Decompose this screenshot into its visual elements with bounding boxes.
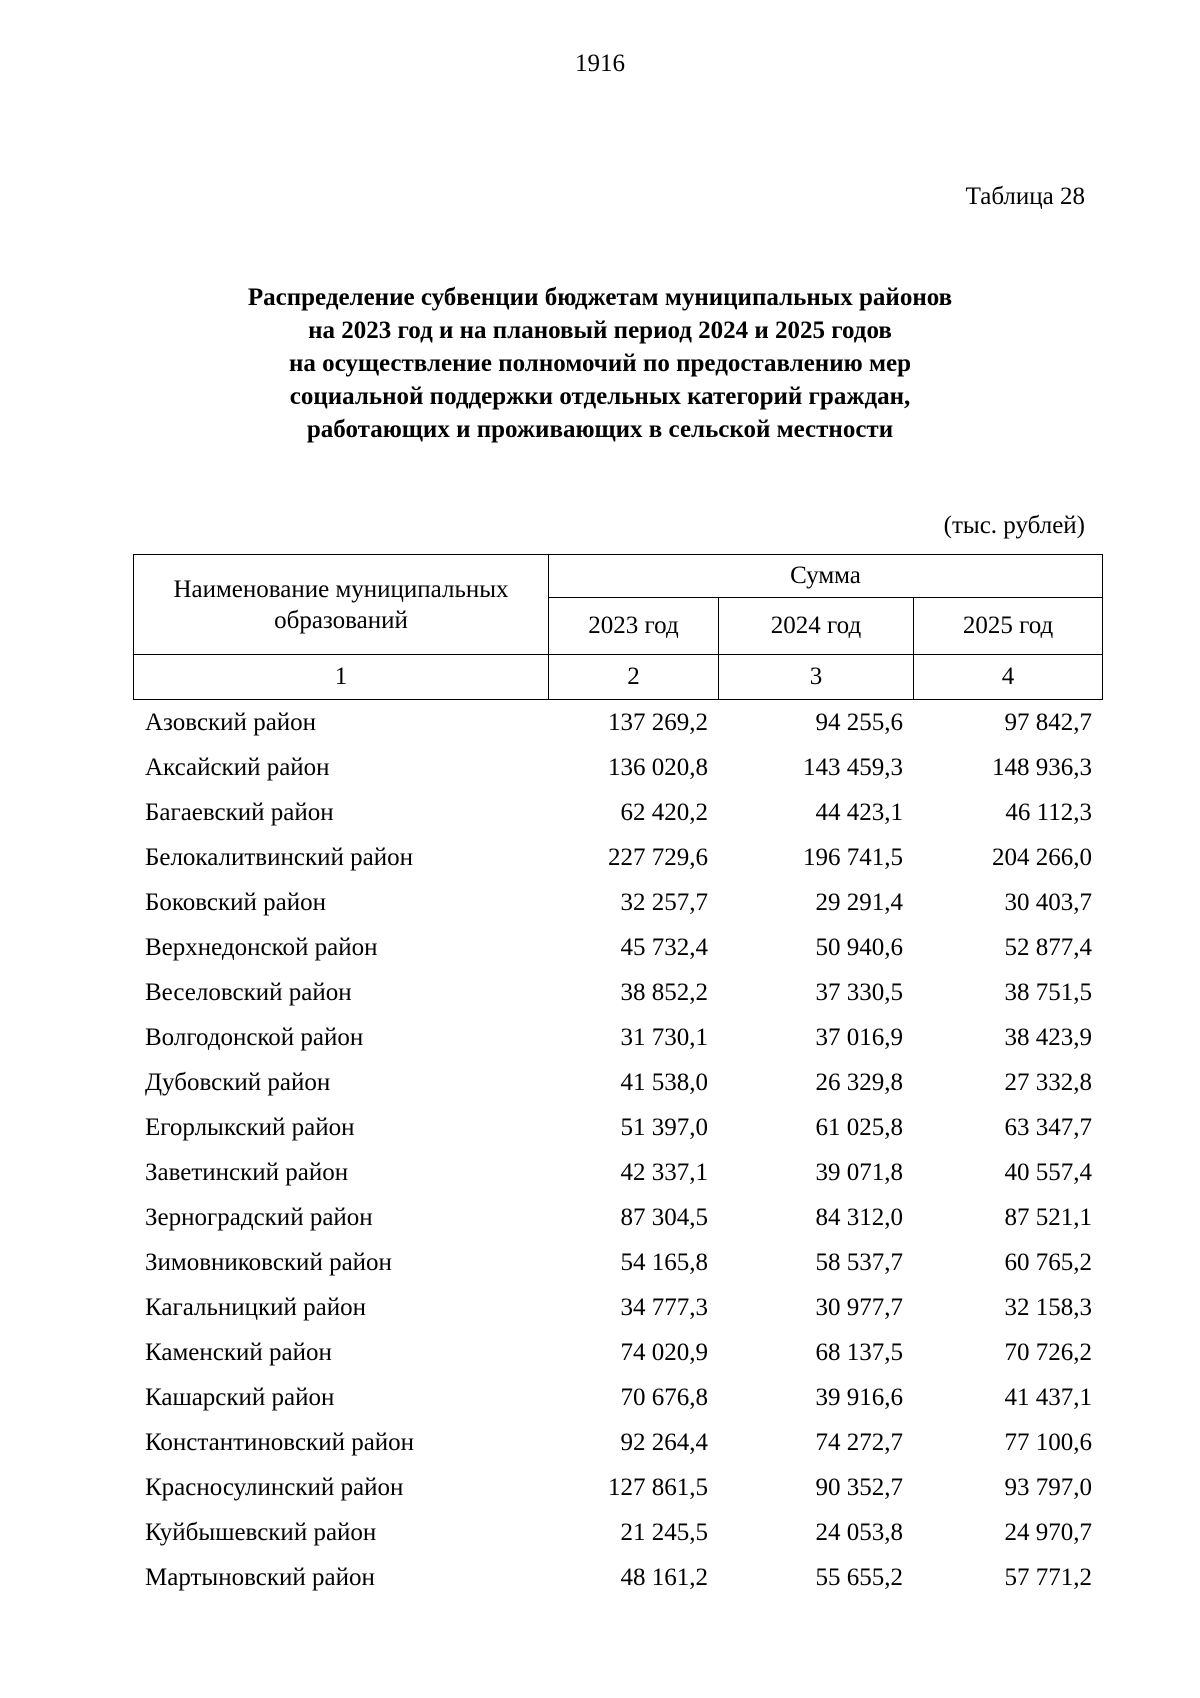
district-name: Волгодонской район [145,1023,364,1051]
table-row [133,880,1102,925]
value-2023: 21 245,5 [620,1518,708,1546]
value-2024: 37 016,9 [815,1023,903,1051]
value-2023: 127 861,5 [608,1473,708,1501]
value-2025: 32 158,3 [1004,1293,1092,1321]
value-2023: 137 269,2 [608,708,708,736]
value-2025: 41 437,1 [1004,1383,1092,1411]
value-2024: 196 741,5 [803,843,903,871]
value-2025: 27 332,8 [1004,1068,1092,1096]
header-col-number: 1 [134,655,549,700]
value-2023: 62 420,2 [620,798,708,826]
value-2023: 48 161,2 [620,1563,708,1591]
value-2023: 31 730,1 [620,1023,708,1051]
value-2025: 87 521,1 [1004,1203,1092,1231]
district-name: Кашарский район [145,1383,335,1411]
header-col-number: 3 [719,655,914,700]
value-2023: 41 538,0 [620,1068,708,1096]
district-name: Мартыновский район [145,1563,375,1591]
value-2025: 60 765,2 [1004,1248,1092,1276]
value-2024: 29 291,4 [815,888,903,916]
value-2025: 40 557,4 [1004,1158,1092,1186]
value-2023: 38 852,2 [620,978,708,1006]
value-2025: 63 347,7 [1004,1113,1092,1141]
value-2023: 92 264,4 [620,1428,708,1456]
value-2024: 39 916,6 [815,1383,903,1411]
title-line: на 2023 год и на плановый период 2024 и 2025 годов [308,317,892,344]
value-2024: 39 071,8 [815,1158,903,1186]
value-2024: 84 312,0 [815,1203,903,1231]
table-row [133,1555,1102,1600]
table-row [133,1240,1102,1285]
value-2025: 93 797,0 [1004,1473,1092,1501]
page-number: 1916 [575,50,625,77]
district-name: Зерноградский район [145,1203,373,1231]
table-row [133,1150,1102,1195]
value-2024: 55 655,2 [815,1563,903,1591]
table-row [133,1285,1102,1330]
value-2023: 34 777,3 [620,1293,708,1321]
value-2023: 87 304,5 [620,1203,708,1231]
value-2023: 74 020,9 [620,1338,708,1366]
district-name: Багаевский район [145,798,334,826]
district-name: Егорлыкский район [145,1113,355,1141]
value-2025: 97 842,7 [1004,708,1092,736]
title-line: социальной поддержки отдельных категорий граждан, [289,383,911,410]
table-row [133,970,1102,1015]
district-name: Куйбышевский район [145,1518,377,1546]
value-2025: 77 100,6 [1004,1428,1092,1456]
value-2025: 38 423,9 [1004,1023,1092,1051]
value-2025: 52 877,4 [1004,933,1092,961]
value-2023: 42 337,1 [620,1158,708,1186]
table-label: Таблица 28 [965,183,1085,210]
value-2025: 204 266,0 [992,843,1092,871]
table-row [133,925,1102,970]
district-name: Белокалитвинский район [145,843,413,871]
header-year-2024: 2024 год [719,598,914,655]
value-2024: 61 025,8 [815,1113,903,1141]
value-2023: 70 676,8 [620,1383,708,1411]
value-2025: 30 403,7 [1004,888,1092,916]
district-name: Веселовский район [145,978,352,1006]
table-row [133,835,1102,880]
value-2024: 37 330,5 [815,978,903,1006]
table-row [133,1015,1102,1060]
district-name: Боковский район [145,888,326,916]
value-2024: 24 053,8 [815,1518,903,1546]
value-2024: 90 352,7 [815,1473,903,1501]
district-name: Аксайский район [145,753,330,781]
district-name: Зимовниковский район [145,1248,392,1276]
table-row [133,790,1102,835]
table-row [133,1060,1102,1105]
value-2023: 32 257,7 [620,888,708,916]
value-2023: 54 165,8 [620,1248,708,1276]
data-table [133,700,1102,1600]
value-2025: 57 771,2 [1004,1563,1092,1591]
district-name: Дубовский район [145,1068,331,1096]
table-row [133,1375,1102,1420]
value-2025: 24 970,7 [1004,1518,1092,1546]
value-2024: 68 137,5 [815,1338,903,1366]
header-year-2025: 2025 год [914,598,1103,655]
table-row [133,700,1102,745]
value-2024: 58 537,7 [815,1248,903,1276]
value-2024: 74 272,7 [815,1428,903,1456]
title-line: работающих и проживающих в сельской местности [306,416,894,443]
district-name: Верхнедонской район [145,933,378,961]
district-name: Азовский район [145,708,317,736]
value-2024: 50 940,6 [815,933,903,961]
title-line: на осуществление полномочий по предоставлению мер [288,350,912,377]
header-sum: Сумма [549,555,1103,598]
value-2024: 94 255,6 [815,708,903,736]
value-2024: 30 977,7 [815,1293,903,1321]
header-col-number: 4 [914,655,1103,700]
district-name: Кагальницкий район [145,1293,367,1321]
value-2025: 148 936,3 [992,753,1092,781]
value-2024: 143 459,3 [803,753,903,781]
title-line: Распределение субвенции бюджетам муниципальных районов [247,284,953,311]
header-year-2023: 2023 год [549,598,719,655]
table-row [133,1420,1102,1465]
table-row [133,1330,1102,1375]
table-row [133,1510,1102,1555]
value-2023: 45 732,4 [620,933,708,961]
value-2025: 46 112,3 [1005,798,1092,826]
table-row [133,1465,1102,1510]
document-title [150,281,1050,446]
table-row [133,1105,1102,1150]
table-row [133,745,1102,790]
header-col-number: 2 [549,655,719,700]
table-row [133,1195,1102,1240]
value-2024: 44 423,1 [815,798,903,826]
district-name: Красносулинский район [145,1473,404,1501]
district-name: Заветинский район [145,1158,349,1186]
value-2024: 26 329,8 [815,1068,903,1096]
header-name-column: Наименование муниципальных образований [134,555,549,655]
value-2025: 38 751,5 [1004,978,1092,1006]
district-name: Каменский район [145,1338,332,1366]
value-2023: 227 729,6 [608,843,708,871]
value-2025: 70 726,2 [1004,1338,1092,1366]
units-label: (тыс. рублей) [943,512,1085,539]
district-name: Константиновский район [145,1428,415,1456]
value-2023: 136 020,8 [608,753,708,781]
table-header [133,554,1103,700]
value-2023: 51 397,0 [620,1113,708,1141]
